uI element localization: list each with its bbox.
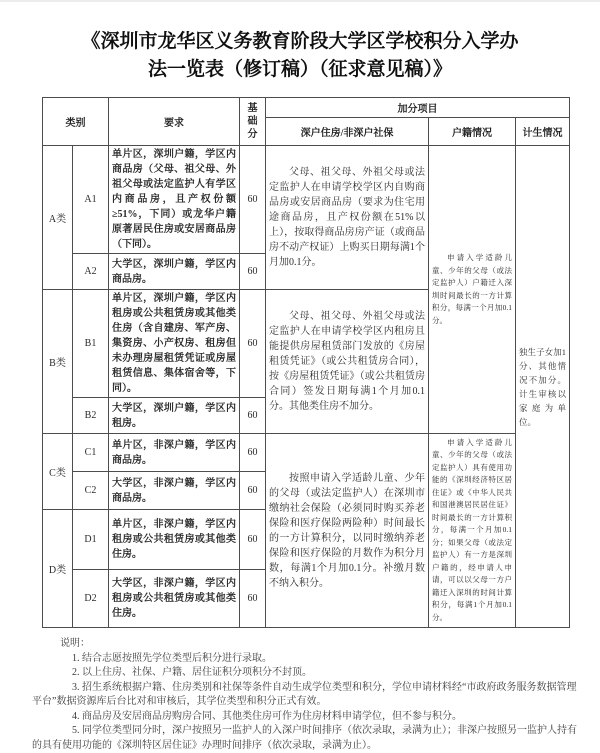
requirement-a1: 单片区，深圳户籍，学区内商品房（父母、祖父母、外祖父母或法定监护人有学区内商品房，且产权份额≥51%，下同）或龙华户籍原著居民住房或安居商品房（下同）。 xyxy=(109,146,240,254)
code-d2: D2 xyxy=(73,570,109,628)
housing-bonus-a: 父母、祖父母、外祖父母或法定监护人在申请学校学区内自购商品房或安居商品房（要求为住宅用途商品房，且产权份额在51%以上），按取得商品房房产证（或商品房不动产权证）上购买日期每满1个月加0.1分。 xyxy=(266,146,429,290)
base-score-d1: 60 xyxy=(240,510,266,570)
requirement-c2: 大学区，非深户籍，学区内商品房。 xyxy=(109,472,240,510)
note-item-5: 5. 同学位类型同分时，深户按照另一监护人的入深户时间排序（依次录取，录满为止）；非深户按照另一监护人持有的具有使用功能的《深圳特区居住证》办理时间排序（依次录取，录满为止）。 xyxy=(32,725,577,751)
note-item-4: 4. 商品房及安居商品房购房合同、其他类住房可作为住房材料申请学位，但不参与积分。 xyxy=(72,710,462,722)
group-d: D类 xyxy=(43,510,73,628)
requirement-b2: 大学区，深圳户籍，学区内租房。 xyxy=(109,398,240,434)
code-c2: C2 xyxy=(73,472,109,510)
notes-section xyxy=(32,637,578,753)
requirement-c1: 单片区，非深户籍，学区内商品房。 xyxy=(109,434,240,472)
header-bonus-items: 加分项目 xyxy=(266,98,570,118)
housing-bonus-cd: 按照申请入学适龄儿童、少年的父母（或法定监护人）在深圳市缴纳社会保险（必须同时购买养老保险和医疗保险两险种）时间最长的一方计算积分，以同时缴纳养老保险和医疗保险的月数作为积分月数，每满1个月加0.1分。补缴月数不纳入积分。 xyxy=(266,434,429,628)
header-base-score: 基础分 xyxy=(240,98,266,146)
group-c: C类 xyxy=(43,434,73,510)
code-c1: C1 xyxy=(73,434,109,472)
note-item-1: 1. 结合志愿按照先学位类型后积分进行录取。 xyxy=(72,652,272,664)
requirement-b1: 单片区，深圳户籍，学区内租房或公共租赁房或其他类住房（含自建房、军产房、集资房、小产权房、租房但未办理房屋租赁凭证或房屋租赁信息、集体宿舍等，下同）。 xyxy=(109,290,240,398)
base-score-d2: 60 xyxy=(240,570,266,628)
header-category: 类别 xyxy=(43,98,109,146)
page-top-divider xyxy=(0,0,600,2)
code-a1: A1 xyxy=(73,146,109,254)
code-b1: B1 xyxy=(73,290,109,398)
group-b: B类 xyxy=(43,290,73,434)
base-score-c2: 60 xyxy=(240,472,266,510)
code-b2: B2 xyxy=(73,398,109,434)
code-d1: D1 xyxy=(73,510,109,570)
header-hukou: 户籍情况 xyxy=(429,118,516,146)
note-item-2: 2. 以上住房、社保、户籍、居住证积分项积分不封顶。 xyxy=(72,667,312,678)
page-title xyxy=(30,28,570,84)
family-planning-bonus: 独生子女加1分、其他情况不加分。计生审核以家庭为单位。 xyxy=(516,146,570,628)
notes-label: 说明： xyxy=(60,638,90,649)
requirement-d1: 单片区，非深户籍，学区内租房或公共租赁房或其他类住房。 xyxy=(109,510,240,570)
note-item-3: 3. 招生系统根据户籍、住房类别和社保等条件自动生成学位类型和积分，学位申请材料经“市政府政务服务数据管理平台”数据资源库后台比对和审核后，其学位类型和积分正式有效。 xyxy=(32,681,577,707)
table-row-c1 xyxy=(43,434,570,472)
header-family-planning: 计生情况 xyxy=(516,118,570,146)
header-housing: 深户住房/非深户社保 xyxy=(266,118,429,146)
group-a: A类 xyxy=(43,146,73,290)
base-score-a2: 60 xyxy=(240,254,266,290)
housing-bonus-b: 父母、祖父母、外祖父母或法定监护人在申请学校学区内租房且能提供房屋租赁部门发放的《房屋租赁凭证》（或公共租赁房合同），按《房屋租赁凭证》（或公共租赁房合同）签发日期每满1个月加0.1分。其他类住房不加分。 xyxy=(266,290,429,434)
header-requirement: 要求 xyxy=(109,98,240,146)
page-title-line-1: 《深圳市龙华区义务教育阶段大学区学校积分入学办 xyxy=(81,31,519,52)
page-title-line-2: 法一览表（修订稿）（征求意见稿）》 xyxy=(147,59,452,80)
code-a2: A2 xyxy=(73,254,109,290)
base-score-b1: 60 xyxy=(240,290,266,398)
admission-points-table xyxy=(42,97,570,628)
requirement-a2: 大学区，深圳户籍，学区内商品房。 xyxy=(109,254,240,290)
hukou-bonus-cd: 申请入学适龄儿童、少年的父母（或法定监护人）具有使用功能的《深圳经济特区居住证》或《中华人民共和国港澳居民居住证》时间最长的一方计算积分，每满一个月加0.1分；如果父母（或法定监护人）有一方是深圳户籍的，经申请人申请，可以以父母一方户籍迁入深圳的时间计算积分，每满1个月加0.1分。 xyxy=(429,434,516,628)
hukou-bonus-ab: 申请入学适龄儿童、少年的父母（或法定监护人）户籍迁入深圳时间最长的一方计算积分，每满一个月加0.1分。 xyxy=(429,146,516,434)
table-row-a1 xyxy=(43,146,570,254)
base-score-a1: 60 xyxy=(240,146,266,254)
base-score-c1: 60 xyxy=(240,434,266,472)
base-score-b2: 60 xyxy=(240,398,266,434)
requirement-d2: 大学区，非深户籍，学区内租房或公共租赁房或其他类住房。 xyxy=(109,570,240,628)
